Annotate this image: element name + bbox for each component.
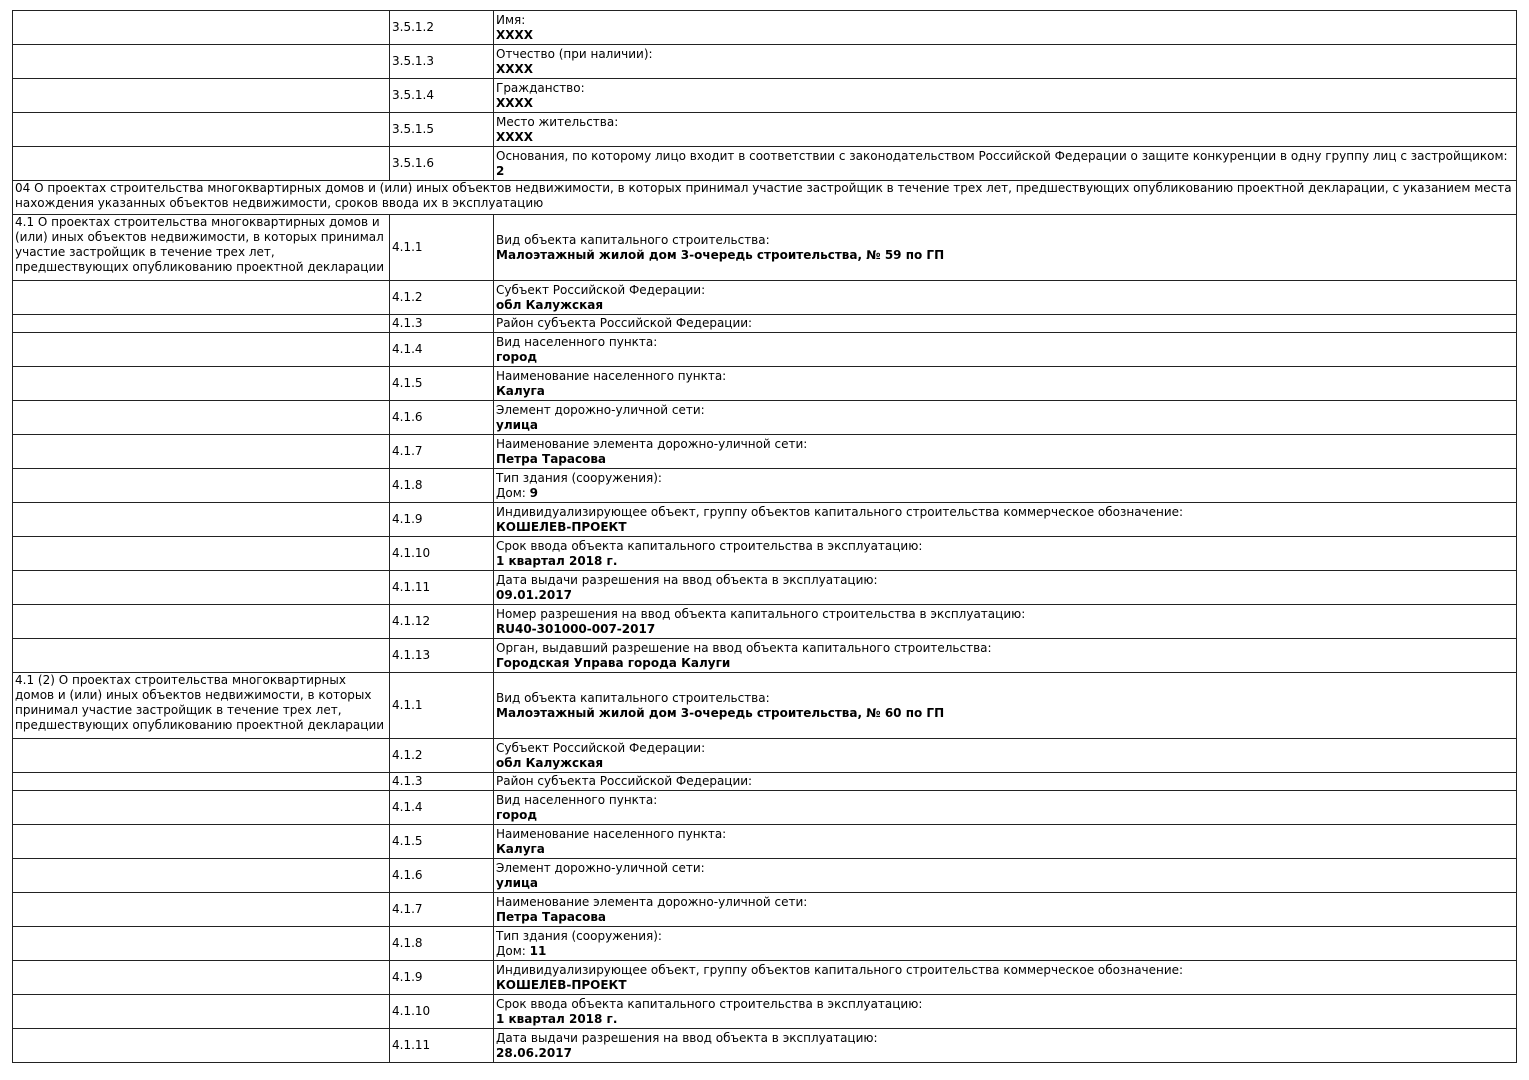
group-title-cell (13, 927, 390, 961)
item-content-cell (494, 503, 1517, 537)
item-code: 3.5.1.2 (390, 11, 494, 45)
item-value-line (496, 622, 1514, 637)
item-value: XXXX (496, 61, 534, 76)
group-title-cell (13, 791, 390, 825)
item-label: Наименование населенного пункта: (496, 368, 727, 383)
item-value-prefix: Дом: (496, 485, 530, 500)
item-label: Субъект Российской Федерации: (496, 740, 706, 755)
item-value-line (496, 62, 1514, 77)
item-label: Район субъекта Российской Федерации: (496, 774, 753, 788)
item-value: 09.01.2017 (496, 587, 572, 602)
table-row (13, 639, 1517, 673)
item-value: КОШЕЛЕВ-ПРОЕКТ (496, 519, 627, 534)
item-value-line (496, 1046, 1514, 1061)
item-value: 1 квартал 2018 г. (496, 553, 618, 568)
table-row (13, 315, 1517, 333)
item-code: 3.5.1.5 (390, 113, 494, 147)
item-value-prefix: Дом: (496, 943, 530, 958)
item-code: 4.1.6 (390, 401, 494, 435)
item-value: XXXX (496, 27, 534, 42)
group-title-cell (13, 45, 390, 79)
group-title-cell (13, 503, 390, 537)
item-code: 4.1.4 (390, 333, 494, 367)
table-row (13, 503, 1517, 537)
item-label: Наименование элемента дорожно-уличной сети: (496, 894, 808, 909)
group-title-cell (13, 961, 390, 995)
group-title-cell (13, 315, 390, 333)
item-value-line (496, 418, 1514, 433)
group-title-cell (13, 893, 390, 927)
table-row (13, 1029, 1517, 1063)
group-title-cell (13, 469, 390, 503)
item-content-cell (494, 859, 1517, 893)
item-value-line (496, 1012, 1514, 1027)
group-title-cell (13, 859, 390, 893)
table-row (13, 367, 1517, 401)
group-title-cell (13, 825, 390, 859)
item-code: 4.1.3 (390, 773, 494, 791)
table-row (13, 333, 1517, 367)
item-code: 4.1.11 (390, 571, 494, 605)
item-value-line (496, 384, 1514, 399)
item-value: Калуга (496, 383, 545, 398)
item-content-cell (494, 995, 1517, 1029)
item-value-line (496, 842, 1514, 857)
table-row (13, 401, 1517, 435)
item-code: 4.1.9 (390, 503, 494, 537)
item-value-line (496, 486, 1514, 501)
group-title-cell (13, 281, 390, 315)
item-value-line (496, 978, 1514, 993)
table-row (13, 571, 1517, 605)
group-title-cell: 4.1 (2) О проектах строительства многоквартирных домов и (или) иных объектов недвижимости, в которых принимал участие застройщик в течение трех лет, предшествующих опубликованию проектной декларации (13, 673, 390, 739)
item-value-line (496, 910, 1514, 925)
group-title-cell: 4.1 О проектах строительства многоквартирных домов и (или) иных объектов недвижимости, в которых принимал участие застройщик в течение трех лет, предшествующих опубликованию проектной декларации (13, 215, 390, 281)
item-value: 1 квартал 2018 г. (496, 1011, 618, 1026)
item-code: 4.1.3 (390, 315, 494, 333)
item-label: Место жительства: (496, 114, 619, 129)
item-value-line (496, 452, 1514, 467)
item-value: улица (496, 875, 539, 890)
item-label: Элемент дорожно-уличной сети: (496, 402, 705, 417)
item-label: Дата выдачи разрешения на ввод объекта в эксплуатацию: (496, 1030, 878, 1045)
item-code: 4.1.2 (390, 281, 494, 315)
item-value: XXXX (496, 129, 534, 144)
group-title-cell (13, 773, 390, 791)
item-label: Элемент дорожно-уличной сети: (496, 860, 705, 875)
table-row (13, 537, 1517, 571)
table-row (13, 773, 1517, 791)
item-code: 4.1.1 (390, 673, 494, 739)
item-content-cell (494, 215, 1517, 281)
item-content-cell (494, 147, 1517, 181)
item-value: 9 (529, 485, 538, 500)
item-value-line (496, 520, 1514, 535)
item-code: 4.1.7 (390, 893, 494, 927)
item-content-cell (494, 571, 1517, 605)
item-value-line (496, 248, 1514, 263)
item-code: 4.1.8 (390, 469, 494, 503)
item-value-line (496, 554, 1514, 569)
item-value: 11 (529, 943, 547, 958)
group-title-cell (13, 1029, 390, 1063)
item-label: Дата выдачи разрешения на ввод объекта в эксплуатацию: (496, 572, 878, 587)
item-label: Наименование населенного пункта: (496, 826, 727, 841)
item-code: 4.1.10 (390, 537, 494, 571)
table-row (13, 825, 1517, 859)
item-value-line (496, 96, 1514, 111)
item-content-cell (494, 639, 1517, 673)
item-content-cell (494, 401, 1517, 435)
item-value-line (496, 28, 1514, 43)
item-code: 4.1.2 (390, 739, 494, 773)
item-content-cell (494, 435, 1517, 469)
table-row (13, 215, 1517, 281)
table-row (13, 11, 1517, 45)
declaration-table (12, 10, 1517, 1063)
item-code: 4.1.1 (390, 215, 494, 281)
table-row (13, 147, 1517, 181)
item-value: обл Калужская (496, 297, 604, 312)
item-value: город (496, 349, 538, 364)
item-label: Отчество (при наличии): (496, 46, 653, 61)
item-value-line (496, 706, 1514, 721)
item-content-cell (494, 825, 1517, 859)
group-title-cell (13, 435, 390, 469)
item-value-line (496, 298, 1514, 313)
item-value-line (496, 944, 1514, 959)
item-code: 4.1.4 (390, 791, 494, 825)
table-row (13, 893, 1517, 927)
item-label: Орган, выдавший разрешение на ввод объекта капитального строительства: (496, 640, 992, 655)
item-content-cell (494, 333, 1517, 367)
section-heading: 04 О проектах строительства многоквартирных домов и (или) иных объектов недвижимости, в которых принимал участие застройщик в течение трех лет, предшествующих опубликованию проектной декларации, с указанием места нахождения указанных объектов недвижимости, сроков ввода их в эксплуатацию (13, 181, 1517, 215)
item-code: 4.1.5 (390, 367, 494, 401)
table-row (13, 927, 1517, 961)
group-title-cell (13, 401, 390, 435)
item-value: КОШЕЛЕВ-ПРОЕКТ (496, 977, 627, 992)
group-title-cell (13, 333, 390, 367)
item-label: Субъект Российской Федерации: (496, 282, 706, 297)
item-value: Петра Тарасова (496, 909, 607, 924)
item-value: Малоэтажный жилой дом 3-очередь строительства, № 60 по ГП (496, 705, 945, 720)
item-content-cell (494, 773, 1517, 791)
item-value: Малоэтажный жилой дом 3-очередь строительства, № 59 по ГП (496, 247, 945, 262)
item-label: Тип здания (сооружения): (496, 470, 662, 485)
item-value: 28.06.2017 (496, 1045, 572, 1060)
item-label: Номер разрешения на ввод объекта капитального строительства в эксплуатацию: (496, 606, 1026, 621)
item-label: Вид населенного пункта: (496, 792, 658, 807)
item-label: Срок ввода объекта капитального строительства в эксплуатацию: (496, 538, 923, 553)
item-code: 4.1.13 (390, 639, 494, 673)
item-code: 4.1.5 (390, 825, 494, 859)
declaration-table-body (13, 11, 1517, 1063)
item-value: улица (496, 417, 539, 432)
item-value: город (496, 807, 538, 822)
group-title-cell (13, 739, 390, 773)
group-title-cell (13, 11, 390, 45)
item-label: Район субъекта Российской Федерации: (496, 316, 753, 330)
item-content-cell (494, 315, 1517, 333)
item-label: Вид населенного пункта: (496, 334, 658, 349)
section-row (13, 181, 1517, 215)
item-value: RU40-301000-007-2017 (496, 621, 656, 636)
group-title-cell (13, 605, 390, 639)
item-code: 4.1.8 (390, 927, 494, 961)
item-label: Вид объекта капитального строительства: (496, 232, 770, 247)
table-row (13, 45, 1517, 79)
item-content-cell (494, 45, 1517, 79)
item-value-line (496, 656, 1514, 671)
table-row (13, 113, 1517, 147)
table-row (13, 791, 1517, 825)
table-row (13, 739, 1517, 773)
item-value: Петра Тарасова (496, 451, 607, 466)
item-value-line (496, 588, 1514, 603)
item-content-cell (494, 537, 1517, 571)
item-code: 4.1.9 (390, 961, 494, 995)
item-value-line (496, 350, 1514, 365)
item-label: Индивидуализирующее объект, группу объектов капитального строительства коммерческое обозначение: (496, 962, 1184, 977)
item-value-line (496, 130, 1514, 145)
item-content-cell (494, 11, 1517, 45)
item-code: 4.1.12 (390, 605, 494, 639)
item-label: Срок ввода объекта капитального строительства в эксплуатацию: (496, 996, 923, 1011)
item-content-cell (494, 79, 1517, 113)
item-content-cell (494, 605, 1517, 639)
group-title-cell (13, 995, 390, 1029)
item-content-cell (494, 367, 1517, 401)
item-value: обл Калужская (496, 755, 604, 770)
item-content-cell (494, 893, 1517, 927)
group-title-cell (13, 113, 390, 147)
item-value-line (496, 876, 1514, 891)
item-content-cell (494, 673, 1517, 739)
item-label: Наименование элемента дорожно-уличной сети: (496, 436, 808, 451)
item-content-cell (494, 791, 1517, 825)
group-title-cell (13, 79, 390, 113)
item-value-line (496, 164, 1514, 179)
item-label: Имя: (496, 12, 526, 27)
group-title-cell (13, 639, 390, 673)
group-title-cell (13, 367, 390, 401)
table-row (13, 79, 1517, 113)
item-value-line (496, 808, 1514, 823)
item-content-cell (494, 281, 1517, 315)
table-row (13, 995, 1517, 1029)
table-row (13, 961, 1517, 995)
table-row (13, 859, 1517, 893)
item-code: 3.5.1.6 (390, 147, 494, 181)
item-value: Калуга (496, 841, 545, 856)
group-title-cell (13, 537, 390, 571)
item-code: 4.1.6 (390, 859, 494, 893)
item-content-cell (494, 927, 1517, 961)
item-value: XXXX (496, 95, 534, 110)
group-title-cell (13, 147, 390, 181)
item-label: Основания, по которому лицо входит в соответствии с законодательством Российской Федерации о защите конкуренции в одну группу лиц с застройщиком: (496, 148, 1508, 163)
table-row (13, 605, 1517, 639)
item-label: Вид объекта капитального строительства: (496, 690, 770, 705)
table-row (13, 673, 1517, 739)
item-content-cell (494, 113, 1517, 147)
item-content-cell (494, 1029, 1517, 1063)
item-content-cell (494, 739, 1517, 773)
item-label: Гражданство: (496, 80, 585, 95)
item-code: 4.1.10 (390, 995, 494, 1029)
item-content-cell (494, 961, 1517, 995)
group-title-cell (13, 571, 390, 605)
item-value: Городская Управа города Калуги (496, 655, 731, 670)
item-value-line (496, 756, 1514, 771)
item-value: 2 (496, 163, 505, 178)
table-row (13, 281, 1517, 315)
item-label: Индивидуализирующее объект, группу объектов капитального строительства коммерческое обозначение: (496, 504, 1184, 519)
table-row (13, 435, 1517, 469)
item-code: 4.1.7 (390, 435, 494, 469)
item-content-cell (494, 469, 1517, 503)
item-code: 3.5.1.4 (390, 79, 494, 113)
item-code: 3.5.1.3 (390, 45, 494, 79)
item-label: Тип здания (сооружения): (496, 928, 662, 943)
table-row (13, 469, 1517, 503)
item-code: 4.1.11 (390, 1029, 494, 1063)
